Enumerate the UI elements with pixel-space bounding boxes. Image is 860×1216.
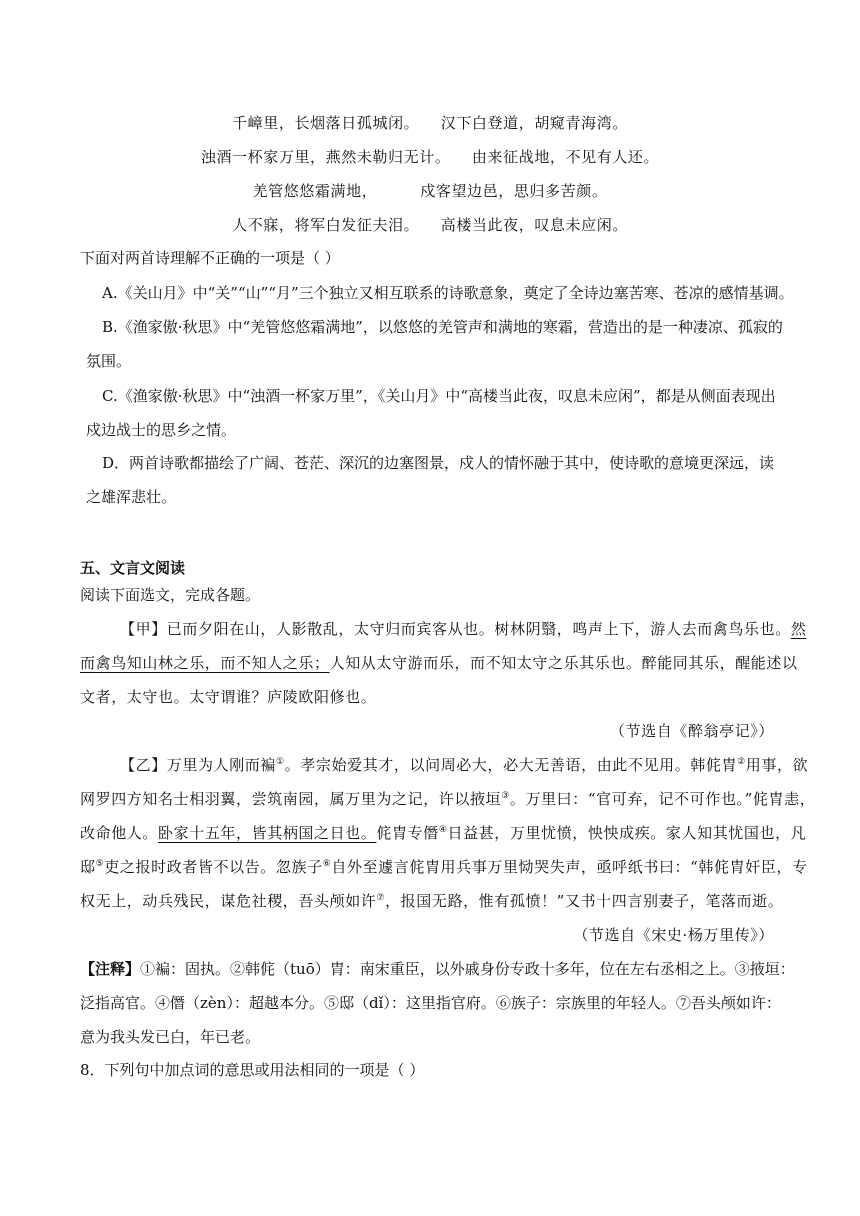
notes-line-2: 泛指高官。④僭（zèn）：超越本分。⑤邸（dǐ）：这里指官府。⑥族子：宗族里的年轻人。⑦吾头颅如许： xyxy=(80,994,781,1012)
option-d-line-2: 之雄浑悲壮。 xyxy=(86,488,177,506)
poem-line-2: 浊酒一杯家万里，燕然未勒归无计。 由来征战地，不见有人还。 xyxy=(200,148,660,166)
note-marker: ② xyxy=(737,757,746,767)
section-title: 五、文言文阅读 xyxy=(80,559,186,577)
question-7-stem: 下面对两首诗理解不正确的一项是（ ） xyxy=(80,249,340,267)
note-marker: ⑥ xyxy=(322,859,332,869)
poem-line-4: 人不寐，将军白发征夫泪。 高楼当此夜，叹息未应闲。 xyxy=(232,216,628,234)
passage-yi-line-1: 【乙】万里为人刚而褊①。孝宗始爱其才，以问周必大，必大无善语，由此不见用。韩侂胄②用事，欲 xyxy=(120,756,809,774)
option-b-line-2: 氛围。 xyxy=(86,352,132,370)
note-marker: ⑤ xyxy=(95,859,105,869)
note-marker: ⑦ xyxy=(376,893,386,903)
passage-yi-line-4: 邸⑤吏之报时政者皆不以告。忽族子⑥自外至遽言侂胄用兵事万里恸哭失声，亟呼纸书曰：“韩侂胄奸臣，专 xyxy=(80,858,808,876)
option-d-line-1: D．两首诗歌都描绘了广阔、苍茫、深沉的边塞图景，戍人的情怀融于其中，使诗歌的意境更深远，读 xyxy=(102,454,775,472)
option-a: A.《关山月》中“关”“山”“月”三个独立又相互联系的诗歌意象，奠定了全诗边塞苦寒、苍凉的感情基调。 xyxy=(102,284,794,302)
underlined-sentence-start: 然 xyxy=(790,620,807,638)
passage-jia-line-2: 而禽鸟知山林之乐，而不知人之乐；人知从太守游而乐，而不知太守之乐其乐也。醉能同其乐，醒能述以 xyxy=(80,654,798,672)
option-c-line-2: 戍边战士的思乡之情。 xyxy=(86,421,237,439)
poem-line-3: 羌管悠悠霜满地， 戍客望边邑，思归多苦颜。 xyxy=(252,182,608,200)
note-marker: ① xyxy=(276,757,285,767)
underlined-sentence: 而禽鸟知山林之乐，而不知人之乐； xyxy=(80,654,330,672)
option-b-line-1: B.《渔家傲·秋思》中“羌管悠悠霜满地”，以悠悠的羌管声和满地的寒霜，营造出的是一种凄凉、孤寂的 xyxy=(102,318,783,336)
note-marker: ④ xyxy=(438,825,448,835)
passage-yi-line-5: 权无上，动兵残民，谋危社稷，吾头颅如许⑦，报国无路，惟有孤愤！”又书十四言别妻子，笔落而逝。 xyxy=(80,892,784,910)
passage-jia-line-3: 文者，太守也。太守谓谁？庐陵欧阳修也。 xyxy=(80,688,377,706)
passage-jia-line-1: 【甲】已而夕阳在山，人影散乱，太守归而宾客从也。树林阴翳，鸣声上下，游人去而禽鸟乐也。然 xyxy=(120,620,807,638)
question-8-stem: 8．下列句中加点词的意思或用法相同的一项是（ ） xyxy=(80,1061,425,1079)
notes-line-3: 意为我头发已白，年已老。 xyxy=(80,1028,261,1046)
option-c-line-1: C.《渔家傲·秋思》中“浊酒一杯家万里”，《关山月》中“高楼当此夜，叹息未应闲”，都是从侧面表现出 xyxy=(102,387,776,405)
passage-yi-line-3: 改命他人。卧家十五年，皆其柄国之日也。侂胄专僭④日益甚，万里忧愤，怏怏成疾。家人知其忧国也，凡 xyxy=(80,824,807,842)
notes-label: 【注释】 xyxy=(80,960,141,978)
notes-line-1: 【注释】①褊：固执。②韩侂（tuō）胄：南宋重臣，以外戚身份专政十多年，位在左右丞相之上。③掖垣： xyxy=(80,960,795,978)
section-instruction: 阅读下面选文，完成各题。 xyxy=(80,586,261,604)
passage-yi-line-2: 网罗四方知名士相羽翼，尝筑南园，属万里为之记，许以掖垣③。万里曰：“官可弃，记不可作也。”侂胄恚， xyxy=(80,790,816,808)
poem-line-1: 千嶂里，长烟落日孤城闭。 汉下白登道，胡窥青海湾。 xyxy=(232,114,628,132)
underlined-sentence: 卧家十五年，皆其柄国之日也。 xyxy=(158,824,377,842)
note-marker: ③ xyxy=(501,791,510,801)
passage-yi-source: （节选自《宋史·杨万里传》） xyxy=(573,926,774,944)
passage-jia-source: （节选自《醉翁亭记》） xyxy=(609,722,774,740)
